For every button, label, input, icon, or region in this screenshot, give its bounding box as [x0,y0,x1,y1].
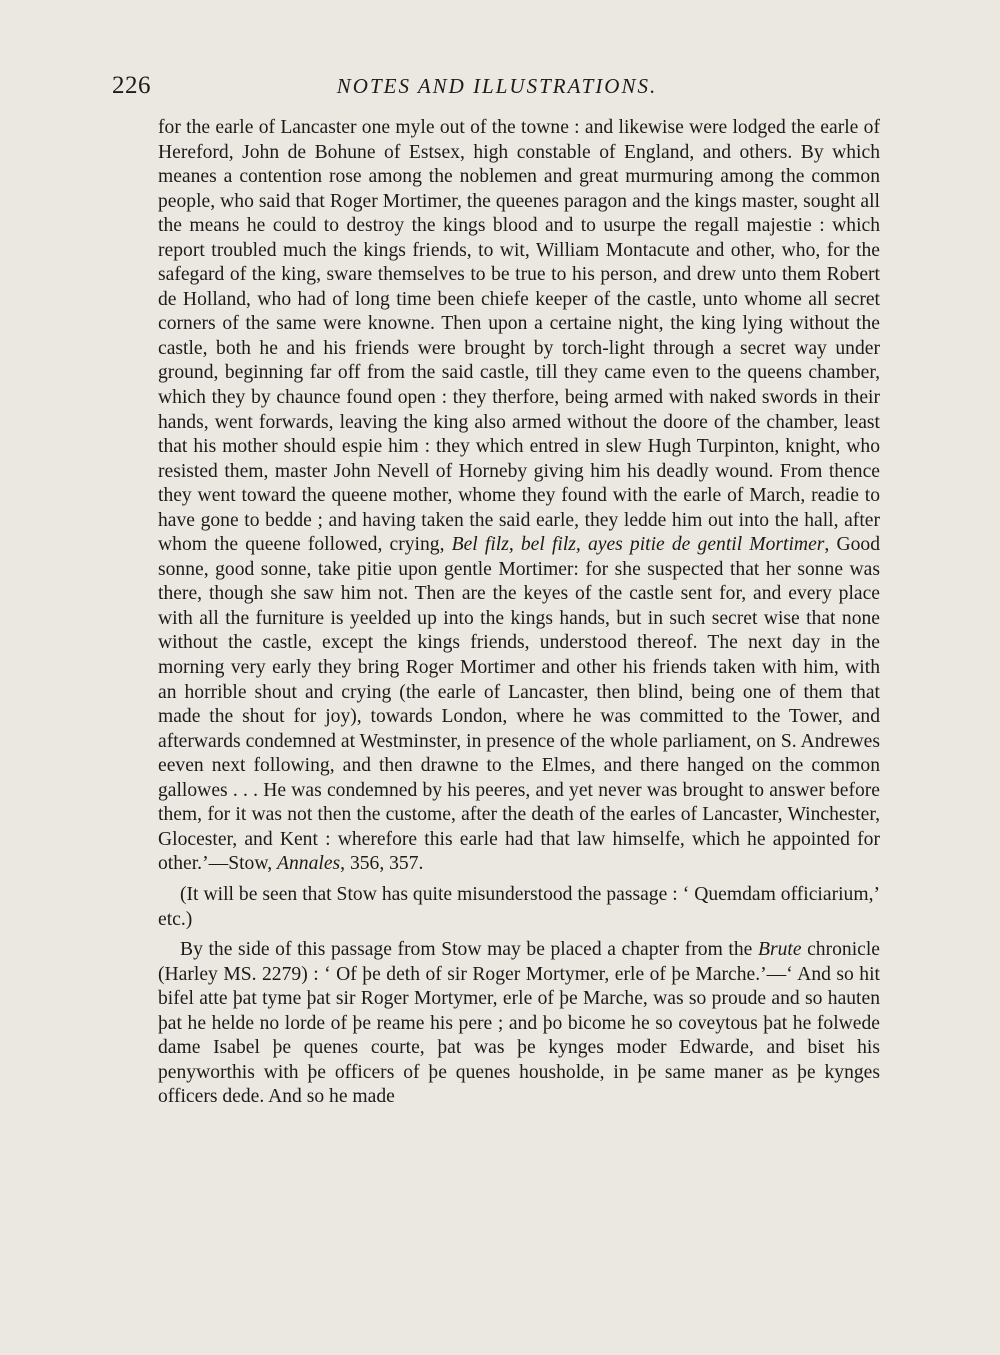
running-head: NOTES AND ILLUSTRATIONS. [336,74,658,98]
italic-segment: Bel filz, bel filz, ayes pitie de gentil Mortimer [451,534,825,556]
text-segment: (It will be seen that Stow has quite misunderstood the passage : ‘ Quemdam officiarium,’ etc.) [158,883,880,930]
italic-segment: Annales [277,853,341,875]
text-segment: for the earle of Lancaster one myle out of the towne : and likewise were lodged the earle of Hereford, John de Bohune of Estsex, high constable of England, and others. By which meanes a contention rose among the noblemen and great murmuring among the common people, who said that Roger Mortimer, the queenes paragon and the kings master, sought all the means he could to destroy the kings blood and to usurpe the regall majestie : which report troubled much the kings friends, to wit, William Montacute and other, who, for the safegard of the king, sware themselves to be true to his person, and drew unto them Robert de Holland, who had of long time been chiefe keeper of the castle, unto whome all secret corners of the same were knowne. Then upon a certaine night, the king lying without the castle, both he and his friends were brought by torch-light through a secret way under ground, beginning far off from the said castle, till they came even to the queens chamber, which they by chaunce found open : they therfore, being armed with naked swords in their hands, went forwards, leaving the king also armed without the doore of the chamber, least that his mother should espie him : they which entred in slew Hugh Turpinton, knight, who resisted them, master John Nevell of Horneby giving him his deadly wound. From thence they went toward the queene mother, whome they found with the earle of March, readie to have gone to bedde ; and having taken the said earle, they ledde him out into the hall, after whom the queene followed, crying, [158,117,880,556]
page-header [112,72,882,112]
page-number: 226 [112,72,151,99]
text-segment: By the side of this passage from Stow may be placed a chapter from the [180,939,758,961]
paragraph-stow-quote [158,116,880,877]
text-segment: chronicle (Harley MS. 2279) : ‘ Of þe deth of sir Roger Mortymer, erle of þe Marche.’—‘ And so hit bifel atte þat tyme þat sir Roger Mortymer, erle of þe Marche, was so proude and so hauten þat he helde no lorde of þe reame his pere ; and þo bicome he so coveytous þat he folwede dame Isabel þe quenes courte, þat was þe kynges moder Edwarde, and biset his penyworthis with þe officers of þe quenes housholde, in þe same maner as þe kynges officers dede. And so he made [158,939,881,1108]
italic-segment: Brute [757,939,802,961]
paragraph-brute-chronicle [158,938,880,1110]
body-text [158,116,880,1110]
text-segment: , Good sonne, good sonne, take pitie upon gentle Mortimer: for she suspected that her sonne was there, though she saw him not. Then are the keyes of the castle sent for, and every place with all the furniture is yeelded up into the kings hands, but in such secret wise that none without the castle, except the kings friends, understood thereof. The next day in the morning very early they bring Roger Mortimer and other his friends taken with him, with an horrible shout and crying (the earle of Lancaster, then blind, being one of them that made the shout for joy), towards London, where he was committed to the Tower, and afterwards condemned at Westminster, in presence of the whole parliament, on S. Andrewes eeven next following, and then drawne to the Elmes, and there hanged on the common gallowes . . . He was condemned by his peeres, and yet never was brought to answer before them, for it was not then the custome, after the death of the earles of Lancaster, Winchester, Glocester, and Kent : wherefore this earle had that law himselfe, which he appointed for other.’—Stow, [158,534,880,875]
paragraph-note [158,883,880,932]
text-segment: , 356, 357. [340,853,424,875]
